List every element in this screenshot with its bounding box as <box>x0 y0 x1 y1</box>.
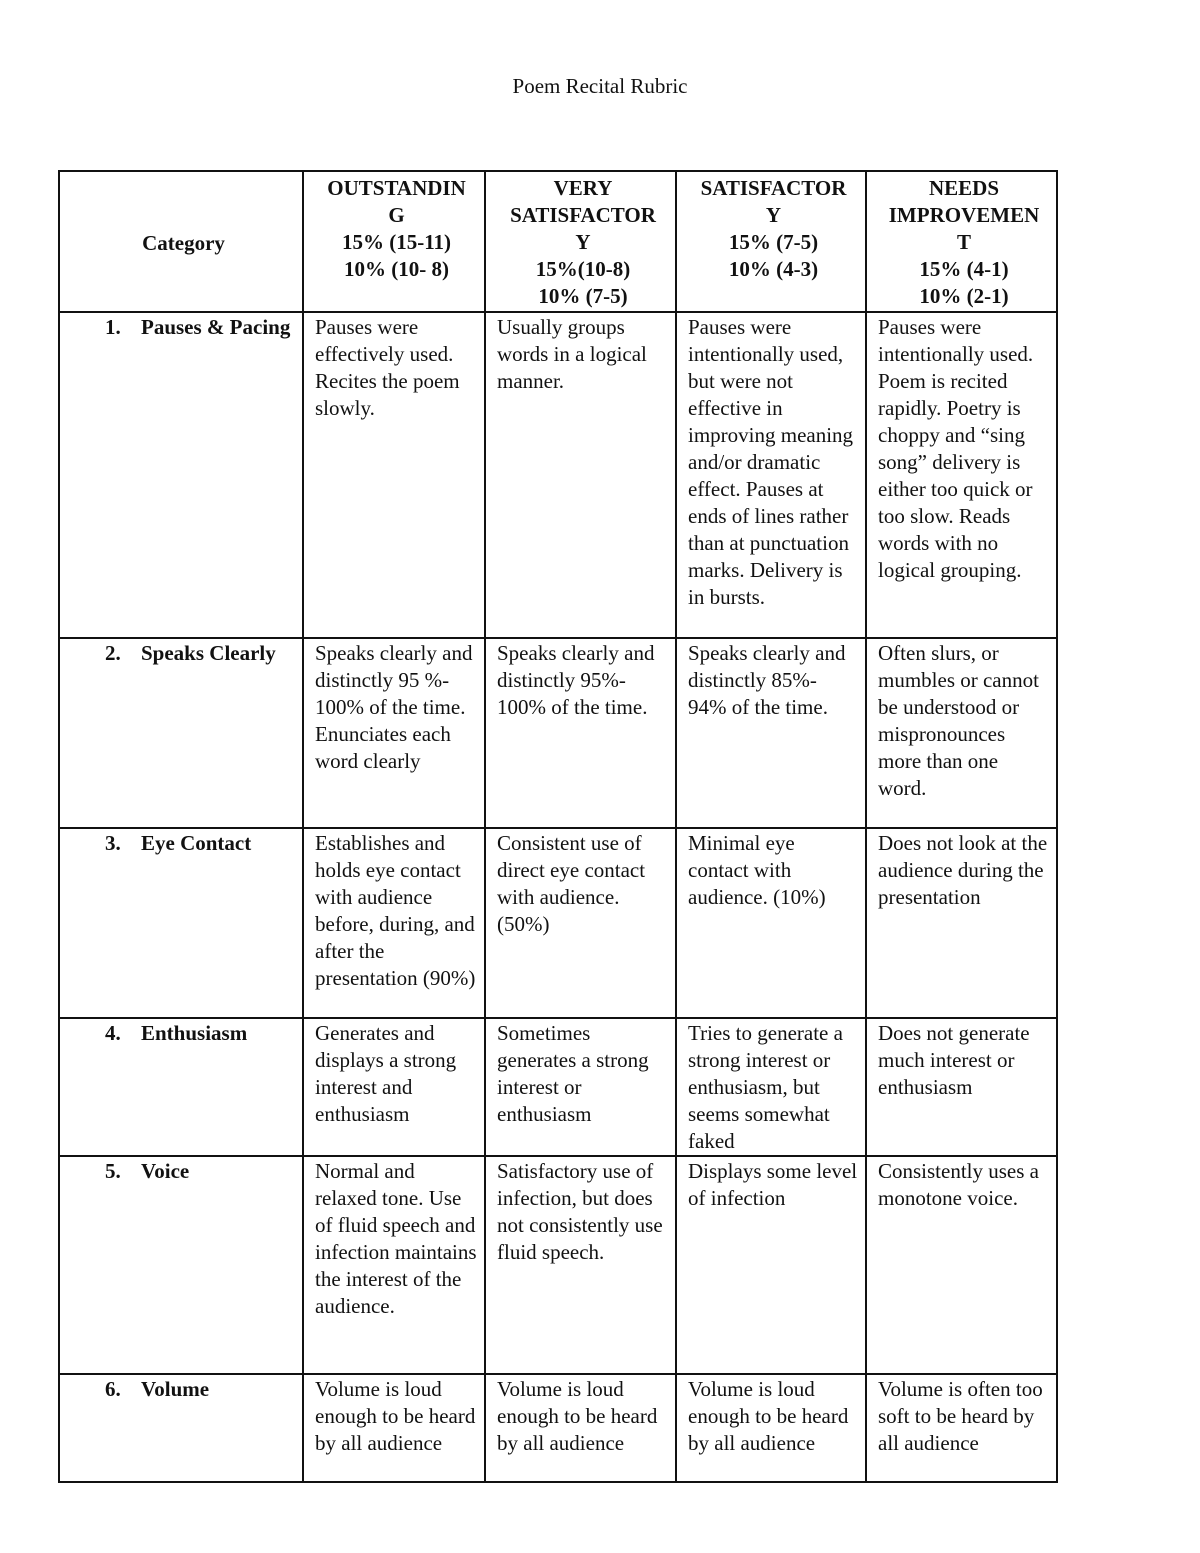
header-line: Y <box>575 230 591 254</box>
cell-text: Usually groups words in a logical manner. <box>497 315 647 393</box>
header-satisfactory <box>676 171 866 312</box>
category-number: 6. <box>105 1377 121 1401</box>
header-line: 10% (7-5) <box>538 284 628 308</box>
category-name: Eye Contact <box>141 831 252 855</box>
document-title: Poem Recital Rubric <box>512 74 688 98</box>
table-row <box>59 1374 1057 1482</box>
header-line: 10% (2-1) <box>919 284 1009 308</box>
rubric-cell <box>866 1018 1057 1156</box>
header-line: Y <box>765 203 782 227</box>
category-name: Voice <box>141 1159 190 1183</box>
rubric-cell <box>303 1018 485 1156</box>
rubric-cell <box>303 828 485 1018</box>
rubric-cell <box>303 1156 485 1374</box>
header-line: 10% (10- 8) <box>344 257 449 281</box>
rubric-cell <box>485 1156 676 1374</box>
cell-text: Minimal eye contact with audience. (10%) <box>688 831 826 909</box>
rubric-cell <box>866 312 1057 638</box>
rubric-cell <box>303 1374 485 1482</box>
header-line: G <box>388 203 405 227</box>
cell-text: Does not look at the audience during the presentation <box>878 831 1048 909</box>
cell-text: Establishes and holds eye contact with audience before, during, and after the presentation (90%) <box>315 831 476 990</box>
header-line: OUTSTANDIN <box>327 176 466 200</box>
table-row <box>59 828 1057 1018</box>
cell-text: Normal and relaxed tone. Use of fluid speech and infection maintains the interest of the audience. <box>315 1159 477 1318</box>
table-row <box>59 1018 1057 1156</box>
header-needs-improvement <box>866 171 1057 312</box>
cell-text: Often slurs, or mumbles or cannot be understood or mispronounces more than one word. <box>878 641 1039 800</box>
rubric-cell <box>676 828 866 1018</box>
cell-text: Volume is loud enough to be heard by all audience <box>688 1377 849 1455</box>
category-name: Speaks Clearly <box>141 641 276 665</box>
rubric-table <box>58 170 1058 1483</box>
cell-text: Speaks clearly and distinctly 95 %- 100% of the time. Enunciates each word clearly <box>315 641 473 773</box>
header-line: 15% (4-1) <box>919 257 1009 281</box>
category-name: Enthusiasm <box>141 1021 248 1045</box>
header-line: T <box>956 230 971 254</box>
category-name: Pauses & Pacing <box>141 315 291 339</box>
cell-text: Pauses were intentionally used. Poem is recited rapidly. Poetry is choppy and “sing song” delivery is either too quick or too slow. Reads words with no logical grouping. <box>878 315 1034 582</box>
rubric-cell <box>866 638 1057 828</box>
rubric-cell <box>676 312 866 638</box>
header-line: 10% (4-3) <box>728 257 819 281</box>
category-cell <box>59 1374 303 1482</box>
cell-text: Displays some level of infection <box>688 1159 858 1210</box>
rubric-cell <box>485 1374 676 1482</box>
rubric-cell <box>676 1018 866 1156</box>
header-line: SATISFACTOR <box>510 203 656 227</box>
cell-text: Tries to generate a strong interest or enthusiasm, but seems somewhat faked <box>688 1021 843 1153</box>
header-category-label: Category <box>142 230 225 255</box>
category-name: Volume <box>141 1377 210 1401</box>
cell-text: Speaks clearly and distinctly 95%- 100% of the time. <box>497 641 655 719</box>
table-header-row <box>59 171 1057 312</box>
category-cell <box>59 828 303 1018</box>
rubric-cell <box>485 638 676 828</box>
table-row <box>59 638 1057 828</box>
cell-text: Volume is often too soft to be heard by all audience <box>878 1377 1043 1455</box>
cell-text: Consistently uses a monotone voice. <box>878 1159 1039 1210</box>
rubric-cell <box>866 828 1057 1018</box>
table-row <box>59 1156 1057 1374</box>
header-category <box>59 171 303 312</box>
category-number: 4. <box>105 1021 121 1045</box>
header-outstanding <box>303 171 485 312</box>
rubric-cell <box>303 638 485 828</box>
header-very-satisfactory <box>485 171 676 312</box>
category-number: 1. <box>105 315 121 339</box>
rubric-cell <box>485 312 676 638</box>
rubric-cell <box>676 1156 866 1374</box>
category-number: 3. <box>105 831 121 855</box>
header-line: IMPROVEMEN <box>888 203 1040 227</box>
header-line: 15% (7-5) <box>728 230 819 254</box>
cell-text: Pauses were intentionally used, but were not effective in improving meaning and/or dramatic effect. Pauses at ends of lines rather than at punctuation marks. Delivery is in bursts. <box>688 315 854 609</box>
rubric-cell <box>866 1374 1057 1482</box>
rubric-cell <box>485 828 676 1018</box>
cell-text: Generates and displays a strong interest and enthusiasm <box>315 1021 457 1126</box>
category-cell <box>59 1018 303 1156</box>
header-line: NEEDS <box>928 176 1000 200</box>
category-cell <box>59 312 303 638</box>
category-cell <box>59 1156 303 1374</box>
header-line: 15%(10-8) <box>535 257 631 281</box>
cell-text: Sometimes generates a strong interest or enthusiasm <box>497 1021 649 1126</box>
cell-text: Consistent use of direct eye contact with audience. (50%) <box>497 831 646 936</box>
table-row <box>59 312 1057 638</box>
cell-text: Satisfactory use of infection, but does not consistently use fluid speech. <box>497 1159 663 1264</box>
category-number: 5. <box>105 1159 121 1183</box>
category-number: 2. <box>105 641 121 665</box>
rubric-cell <box>676 638 866 828</box>
rubric-cell <box>676 1374 866 1482</box>
header-line: VERY <box>553 176 613 200</box>
header-line: 15% (15-11) <box>341 230 452 254</box>
cell-text: Volume is loud enough to be heard by all audience <box>315 1377 476 1455</box>
rubric-cell <box>866 1156 1057 1374</box>
cell-text: Speaks clearly and distinctly 85%- 94% of the time. <box>688 641 846 719</box>
header-line: SATISFACTOR <box>700 176 847 200</box>
cell-text: Volume is loud enough to be heard by all audience <box>497 1377 658 1455</box>
rubric-cell <box>485 1018 676 1156</box>
rubric-cell <box>303 312 485 638</box>
cell-text: Does not generate much interest or enthusiasm <box>878 1021 1030 1099</box>
cell-text: Pauses were effectively used. Recites the poem slowly. <box>315 315 460 420</box>
category-cell <box>59 638 303 828</box>
